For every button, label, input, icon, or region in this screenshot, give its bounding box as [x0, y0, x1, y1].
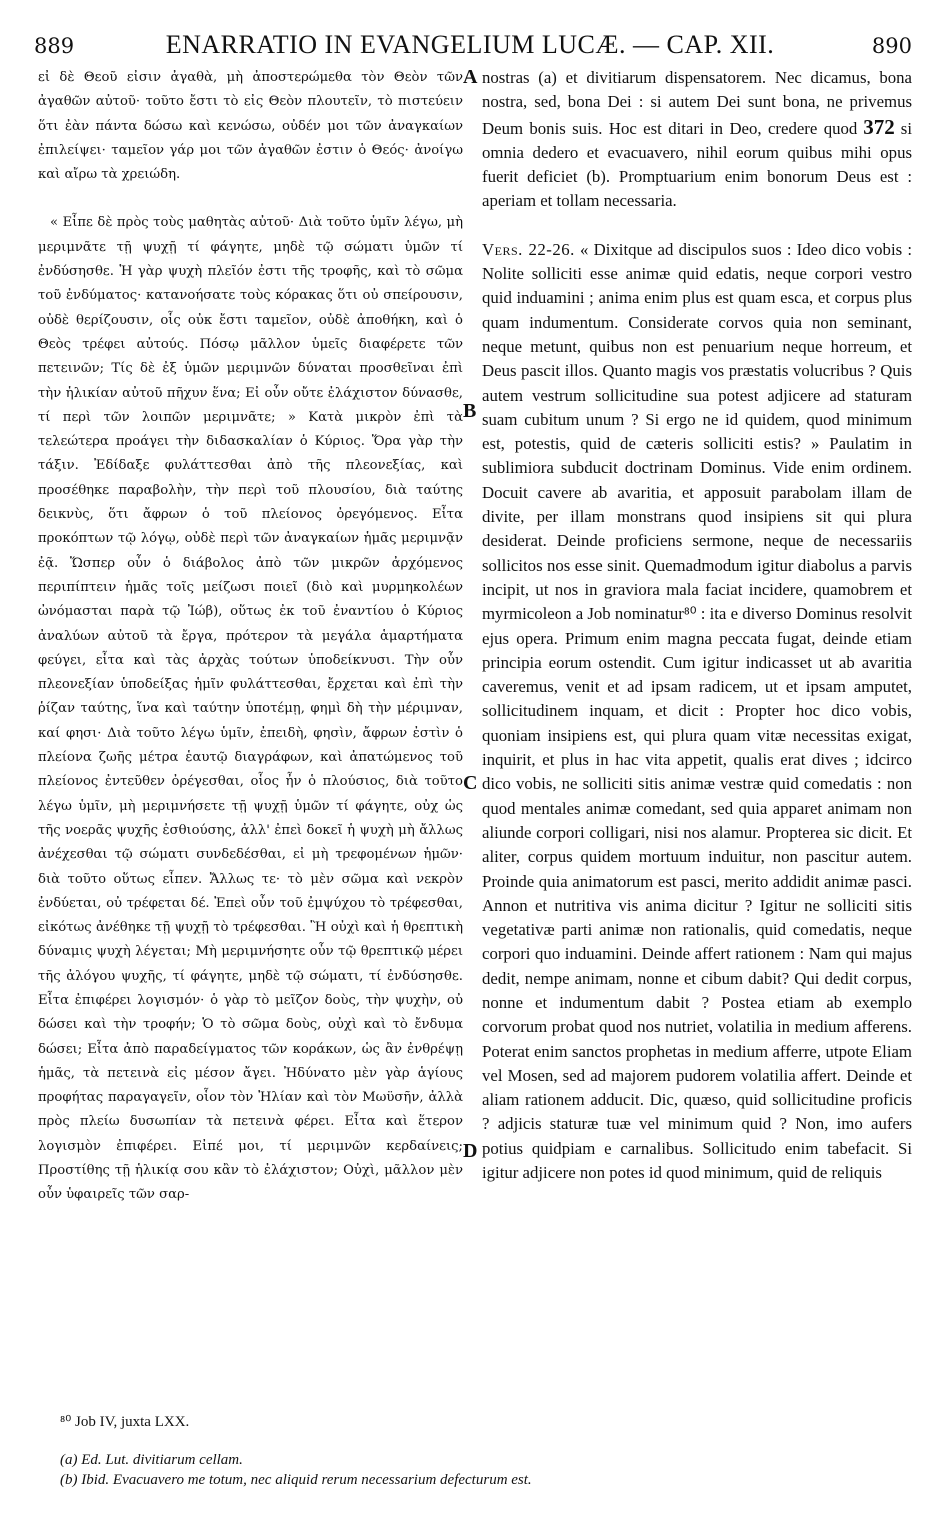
greek-paragraph-1: εἰ δὲ Θεοῦ εἰσιν ἀγαθὰ, μὴ ἀποστερώμεθα τὸν Θεὸν τῶν ἀγαθῶν αὐτοῦ· τοῦτο ἔστι τὸ εἰς Θεὸν πλουτεῖν, τὸ πιστεύειν ὅτι ἐὰν πάντα δώσω καὶ κενώσω, οὐδέν μοι τῶν ἀναγκαίων ἐπιλείψει· ταμεῖον γάρ μοι τῶν ἀγαθῶν ἐστιν ὁ Θεός· ἀνοίγω καὶ αἴρω τὰ χρειώδη. — [38, 70, 463, 183]
latin-paragraph-2 — [482, 238, 912, 1186]
section-marker-b: B — [463, 400, 477, 422]
greek-paragraph-2: « Εἶπε δὲ πρὸς τοὺς μαθητὰς αὐτοῦ· Διὰ τοῦτο ὑμῖν λέγω, μὴ μεριμνᾶτε τῇ ψυχῇ τί φάγητε, μηδὲ τῷ σώματι ὑμῶν τί ἐνδύσησθε. Ἡ γὰρ ψυχὴ πλεῖόν ἐστι τῆς τροφῆς, καὶ τὸ σῶμα τοῦ ἐνδύματος· κατανοήσατε τοὺς κόρακας ὅτι οὐ σπείρουσιν, οὐδὲ θερίζουσιν, οἷς οὐκ ἔστι ταμεῖον, οὐδὲ ἀποθήκη, καὶ ὁ Θεὸς τρέφει αὐτούς. Πόσῳ μᾶλλον ὑμεῖς διαφέρετε τῶν πετεινῶν; Τίς δὲ ἐξ ὑμῶν μεριμνῶν δύναται προσθεῖναι ἐπὶ τὴν ἡλικίαν αὐτοῦ πῆχυν ἕνα; Εἰ οὖν οὔτε ἐλάχιστον δύνασθε, τί περὶ τῶν λοιπῶν μεριμνᾶτε; » Κατὰ μικρὸν ἐπὶ τὰ τελεώτερα προάγει τὴν διδασκαλίαν ὁ Κύριος. Ὅρα γὰρ τὴν τάξιν. Ἐδίδαξε φυλάττεσθαι ἀπὸ τῆς πλεονεξίας, καὶ προσέθηκε παραβολὴν, τὴν περὶ τοῦ πλουσίου, διὰ ταύτης δεικνὺς, ὅτι ἄφρων ὁ τοῦ πλείονος ὀρεγόμενος. Εἶτα προκόπτων τῷ λόγῳ, οὐδὲ περὶ τῶν ἀναγκαίων ἡμᾶς μεριμνᾷν ἐᾷ. Ὥσπερ οὖν ὁ διάβολος ἀπὸ τῶν μικρῶν ἀρχόμενος περιπίπτειν ἡμᾶς τοῖς μείζωσι ποιεῖ (διὸ καὶ μυρμηκολέων ὠνόμασται παρὰ τῷ Ἰώβ), οὕτως ἐκ τοῦ ἐναντίου ὁ Κύριος ἀναλύων αὐτοῦ τὰ ἔργα, πρότερον τὰ μεγάλα ἁμαρτήματα φεύγει, εἶτα καὶ τὰς ἀρχὰς τούτων ὑποδείκνυσι. Τὴν οὖν πλεονεξίαν ὑποδείξας ἡμῖν φυλάττεσθαι, ἔρχεται καὶ ἐπὶ τὴν ῥίζαν ταύτης, ἵνα καὶ ταύτην ὑποτέμῃ, φημὶ δὴ τὴν μέριμναν, καί φησι· Διὰ τοῦτο λέγω ὑμῖν, ἐπειδὴ, φησὶν, ἄφρων ἐστὶν ὁ πλείονα ζωῆς μέτρα ἑαυτῷ διαγράφων, καὶ ἀπατώμενος τοῦ πλείονος ἐντεῦθεν ὀρέγεσθαι, οἷος ἦν ὁ πλούσιος, διὰ τοῦτο λέγω ὑμῖν, μὴ μεριμνήσετε τῇ ψυχῇ ὑμῶν τί φάγητε, οὐχ ὡς τῆς νοερᾶς ψυχῆς ἐσθιούσης, ἀλλ' ἐπεὶ δοκεῖ ἡ ψυχὴ μὴ ἄλλως ἀνέχεσθαι τῷ σώματι συνδεδέσθαι, εἰ μὴ τρεφομένων ἡμῶν· διὰ τοῦτο οὕτως εἶπεν. Ἄλλως τε· τὸ μὲν σῶμα καὶ νεκρὸν ἐνδύεται, οὐ τρέφεται δέ. Ἐπεὶ οὖν τοῦ ἐμψύχου τὸ τρέφεσθαι, εἰκότως ἀνέθηκε τῇ ψυχῇ τὸ τρέφεσθαι. Ἢ οὐχὶ καὶ ἡ θρεπτικὴ δύναμις ψυχὴ λέγεται; Μὴ μεριμνήσητε οὖν τῷ θρεπτικῷ μέρει τῆς ἀλόγου ψυχῆς, τί φάγητε, μηδὲ τῷ σώματι, τί ἐνδύσησθε. Εἶτα ἐπιφέρει λογισμόν· ὁ γὰρ τὸ μεῖζον δοὺς, τὴν ψυχὴν, οὐ δώσει καὶ τὴν τροφήν; Ὁ τὸ σῶμα δοὺς, οὐχὶ καὶ τὸ ἔνδυμα δώσει; Εἶτα ἀπὸ παραδείγματος τῶν κοράκων, ὡς ἂν ἐνθρέψῃ ἡμᾶς, τὰ πετεινὰ εἰς μέσον ἄγει. Ἠδύνατο μὲν γὰρ ἁγίους προφήτας παραγαγεῖν, οἷον τὸν Ἠλίαν καὶ τὸν Μωϋσῆν, ἀλλὰ πρὸς πλείω δυσωπίαν τὰ πετεινὰ φέρει. Εἶτα καὶ ἕτερον λογισμὸν ἐπιφέρει. Εἰπέ μοι, τί μεριμνῶν κερδαίνεις; Προστίθης τῇ ἡλικίᾳ σου κἂν τὸ ἐλάχιστον; Οὐχὶ, μᾶλλον μὲν οὖν ὑφαιρεῖς τῶν σαρ- — [38, 215, 463, 1203]
latin-paragraph-2-text: « Dixitque ad discipulos suos : Ideo dico vobis : Nolite solliciti esse animæ quid edatis, neque corpori vestro quid induamini ; anima enim plus est quam esca, et corpus plus quam indumentum. Considerate corvos quia non seminant, neque metunt, quibus non est penuarium neque horreum, et Deus pascit illos. Quanto magis vos præstatis volucribus ? Quis autem vestrum sollicitudine sua potest adjicere ad staturam suam cubitum unum ? Si ergo ne id quidem, quod minimum est, potestis, quid de cæteris solliciti estis? » Paulatim in sublimiora subducit doctrinam Dominus. Vide enim ordinem. Docuit cavere ab avaritia, et apposuit parabolam illam de divite, per illam monstrans quod insipiens sit qui plura desiderat. Deinde proficiens sermone, neque de necessariis sollicitos nos esse sinit. Quemadmodum igitur diabolus a parvis incipit, ut nos in graviora mala faciat incidere, quamobrem et myrmicoleon a Job nominatur⁸⁰ : ita e diverso Dominus resolvit ejus opera. Primum enim magna peccata fugat, deinde etiam principia eorum ostendit. Cum igitur indicasset ut ab avaritia caveremus, venit et ad ipsam radicem, ut et ipsam amputet, sollicitudinem inquam, et dicit : Propter hoc dico vobis, quoniam insipiens est, qui plura quam vitæ necessitas exigat, inquirit, et plus in hac vita appetit, qualis erat dives ; idcirco dico vobis, ne solliciti sitis animæ vestræ quid comedatis : non quod mentales animæ comedant, sed quia apparet animam non aliunde corpori colligari, nisi nos alamur. Propterea sic dicit. Et aliter, corpus quidem mortuum induitur, non pascitur autem. Proinde quia animatorum est pasci, merito addidit animæ pasci. Annon et nutritiva vis anima dicitur ? Igitur ne solliciti sitis vegetativæ parti animæ non rationalis, quid comedatis, neque corpori quo induamini. Deinde affert rationem : Nam qui majus dedit, nempe animam, nonne et cibum dabit? Qui dedit corpus, nonne et indumentum dabit ? Postea etiam ab exemplo corvorum probat quod nos nutriet, volatilia in medium afferens. Poterat enim sanctos prophetas in medium afferre, utpote Eliam vel Mosen, sed ad majorem pudorem volatilia affert. Deinde et aliam rationem adducit. Dic, quæso, quid sollicitudine proficis ? adjicis staturæ tuæ vel minimum quid ? Non, imo aufers potius quidpiam e carnalibus. Sollicitudo enim tabefacit. Si igitur adjicere non potes id quod minimum, quid de reliquis — [482, 239, 912, 1183]
latin-paragraph-1-text-b: si omnia dedero et evacuavero, nihil eorum quibus mihi opus fuerit deficiet (b). Promptuarium enim bonorum Deus est : aperiam et tollam necessaria. — [482, 118, 912, 211]
section-marker-c: C — [463, 772, 478, 794]
page-number-left: 889 — [34, 34, 75, 58]
section-marker-a: A — [463, 66, 478, 88]
running-title: ENARRATIO IN EVANGELIUM LUCÆ. — CAP. XII. — [165, 30, 775, 59]
latin-paragraph-1 — [482, 66, 912, 214]
greek-column — [38, 66, 463, 1208]
running-header — [28, 30, 912, 64]
latin-paragraph-1-text-a: nostras (a) et divitiarum dispensatorem. Nec dicamus, bona nostra, sed, bona Dei : si autem Dei sunt bona, ne privemus Deum bonis suis. Hoc est ditari in Deo, credere quod — [482, 68, 912, 138]
latin-column — [482, 66, 912, 1185]
page-number-right: 890 — [871, 34, 912, 58]
footnotes — [60, 1412, 908, 1490]
footnote-b: (b) Ibid. Evacuavero me totum, nec aliquid rerum necessarium defecturum est. — [60, 1472, 532, 1488]
column-reference: 372 — [863, 114, 895, 139]
footnote-a: (a) Ed. Lut. divitiarum cellam. — [60, 1452, 243, 1468]
verse-label: Vers. 22-26. — [482, 239, 575, 259]
section-marker-d: D — [463, 1140, 478, 1162]
footnote-biblical: ⁸⁰ Job IV, juxta LXX. — [60, 1414, 190, 1430]
